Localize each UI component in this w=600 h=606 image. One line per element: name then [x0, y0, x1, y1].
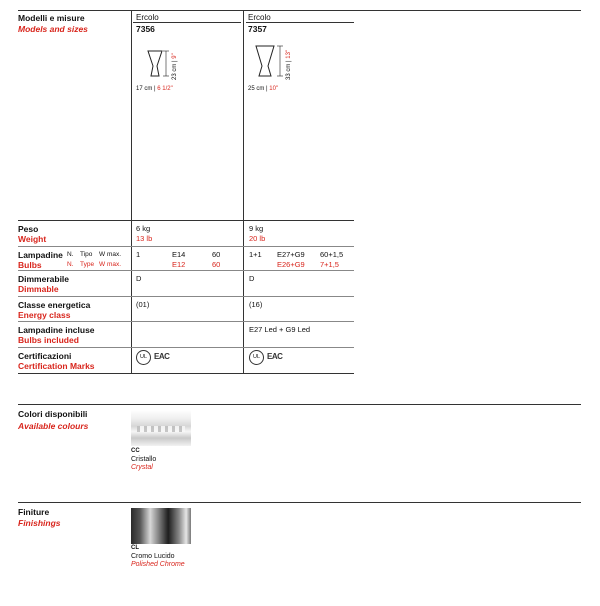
- column-divider-1: [131, 10, 132, 374]
- model2-name: Ercolo: [248, 13, 271, 22]
- top-rule: [18, 10, 581, 11]
- cert-label-en: Certification Marks: [18, 361, 95, 371]
- model2-width-cm: 25 cm: [248, 86, 265, 92]
- bulbs-label-en: Bulbs: [18, 260, 42, 270]
- bulbs-model2-w-en: 7+1,5: [320, 260, 339, 269]
- model1-height: 23 cm | 9": [172, 53, 178, 80]
- finish-code: CL: [131, 545, 139, 551]
- energy-label-en: Energy class: [18, 310, 71, 320]
- model2-height-in: 13": [286, 49, 292, 59]
- spec-rule-bulbs: [18, 246, 354, 247]
- bulbs-model2-n: 1+1: [249, 250, 262, 259]
- bulbs-model1-type: E14: [172, 250, 186, 259]
- weight-model2-lb: 20 lb: [249, 234, 266, 243]
- bulbs-model2-type: E27+G9: [277, 250, 305, 259]
- included-model2: E27 Led + G9 Led: [249, 325, 311, 334]
- weight-label-it: Peso: [18, 224, 39, 234]
- bulbs-col-n-en: N.: [67, 261, 74, 268]
- ul-mark-text: UL: [252, 354, 261, 360]
- bulbs-label-it: Lampadine: [18, 250, 63, 260]
- weight-model1-lb: 13 lb: [136, 234, 153, 243]
- colour-name-en: Crystal: [131, 464, 153, 471]
- model1-width-in: 6 1/2": [157, 86, 173, 92]
- model2-width: 25 cm | 10": [248, 86, 279, 92]
- included-label-it: Lampadine incluse: [18, 325, 95, 335]
- model1-height-cm: 23 cm: [172, 63, 178, 80]
- bulbs-model1-w-en: 60: [212, 260, 221, 269]
- finishes-label-it: Finiture: [18, 507, 50, 517]
- model1-header-rule: [133, 22, 241, 23]
- eac-mark-text: EAC: [154, 352, 170, 361]
- finishes-label-en: Finishings: [18, 518, 61, 528]
- energy-model2: (16): [249, 300, 263, 309]
- colours-label-en: Available colours: [18, 421, 89, 431]
- eac-mark-text: EAC: [267, 352, 283, 361]
- model1-code: 7356: [136, 24, 155, 34]
- model2-header-rule: [246, 22, 354, 23]
- weight-label-en: Weight: [18, 234, 47, 244]
- energy-label-it: Classe energetica: [18, 300, 91, 310]
- bulbs-model1-type-en: E12: [172, 260, 186, 269]
- ul-mark-icon-model2: [249, 350, 264, 365]
- column-divider-2: [243, 10, 244, 374]
- bulbs-col-type-it: Tipo: [80, 251, 93, 258]
- ul-mark-text: UL: [139, 354, 148, 360]
- bulbs-model1-w: 60: [212, 250, 221, 259]
- weight-model1-kg: 6 kg: [136, 224, 151, 233]
- spec-rule-dimmable: [18, 270, 354, 271]
- colours-label-it: Colori disponibili: [18, 409, 88, 419]
- bulbs-model2-type-en: E26+G9: [277, 260, 305, 269]
- colours-rule: [18, 404, 581, 405]
- spec-rule-bottom: [18, 373, 354, 374]
- model2-code: 7357: [248, 24, 267, 34]
- cert-label-it: Certificazioni: [18, 351, 72, 361]
- eac-mark-icon-model1: [154, 352, 169, 361]
- energy-model1: (01): [136, 300, 150, 309]
- finish-name-en: Polished Chrome: [131, 561, 185, 568]
- dimmable-model2: D: [249, 274, 255, 283]
- colour-code: CC: [131, 448, 140, 454]
- crystal-swatch: [131, 410, 191, 446]
- dimmable-label-it: Dimmerabile: [18, 274, 70, 284]
- model2-width-in: 10": [269, 86, 279, 92]
- model1-width-cm: 17 cm: [136, 86, 153, 92]
- bulbs-model2-w: 60+1,5: [320, 250, 344, 259]
- section-title-en: Models and sizes: [18, 24, 88, 34]
- spec-rule-energy: [18, 296, 354, 297]
- colour-name-it: Cristallo: [131, 456, 157, 463]
- model1-height-in: 9": [172, 53, 178, 59]
- finishes-rule: [18, 502, 581, 503]
- finish-name-it: Cromo Lucido: [131, 553, 175, 560]
- dimmable-label-en: Dimmable: [18, 284, 59, 294]
- chrome-swatch: [131, 508, 191, 544]
- model2-height: 33 cm | 13": [286, 49, 292, 80]
- section-title-it: Modelli e misure: [18, 13, 85, 23]
- eac-mark-icon-model2: [267, 352, 282, 361]
- model2-height-cm: 33 cm: [286, 63, 292, 80]
- dimmable-model1: D: [136, 274, 142, 283]
- spec-rule-weight: [18, 220, 354, 221]
- model1-width: 17 cm | 6 1/2": [136, 86, 173, 92]
- spec-rule-included: [18, 321, 354, 322]
- bulbs-col-w-it: W max.: [99, 251, 122, 258]
- bulbs-col-type-en: Type: [80, 261, 95, 268]
- included-label-en: Bulbs included: [18, 335, 79, 345]
- model1-name: Ercolo: [136, 13, 159, 22]
- spec-rule-cert: [18, 347, 354, 348]
- bulbs-col-w-en: W max.: [99, 261, 122, 268]
- bulbs-model1-n: 1: [136, 250, 141, 259]
- ul-mark-icon-model1: [136, 350, 151, 365]
- bulbs-col-n-it: N.: [67, 251, 74, 258]
- weight-model2-kg: 9 kg: [249, 224, 264, 233]
